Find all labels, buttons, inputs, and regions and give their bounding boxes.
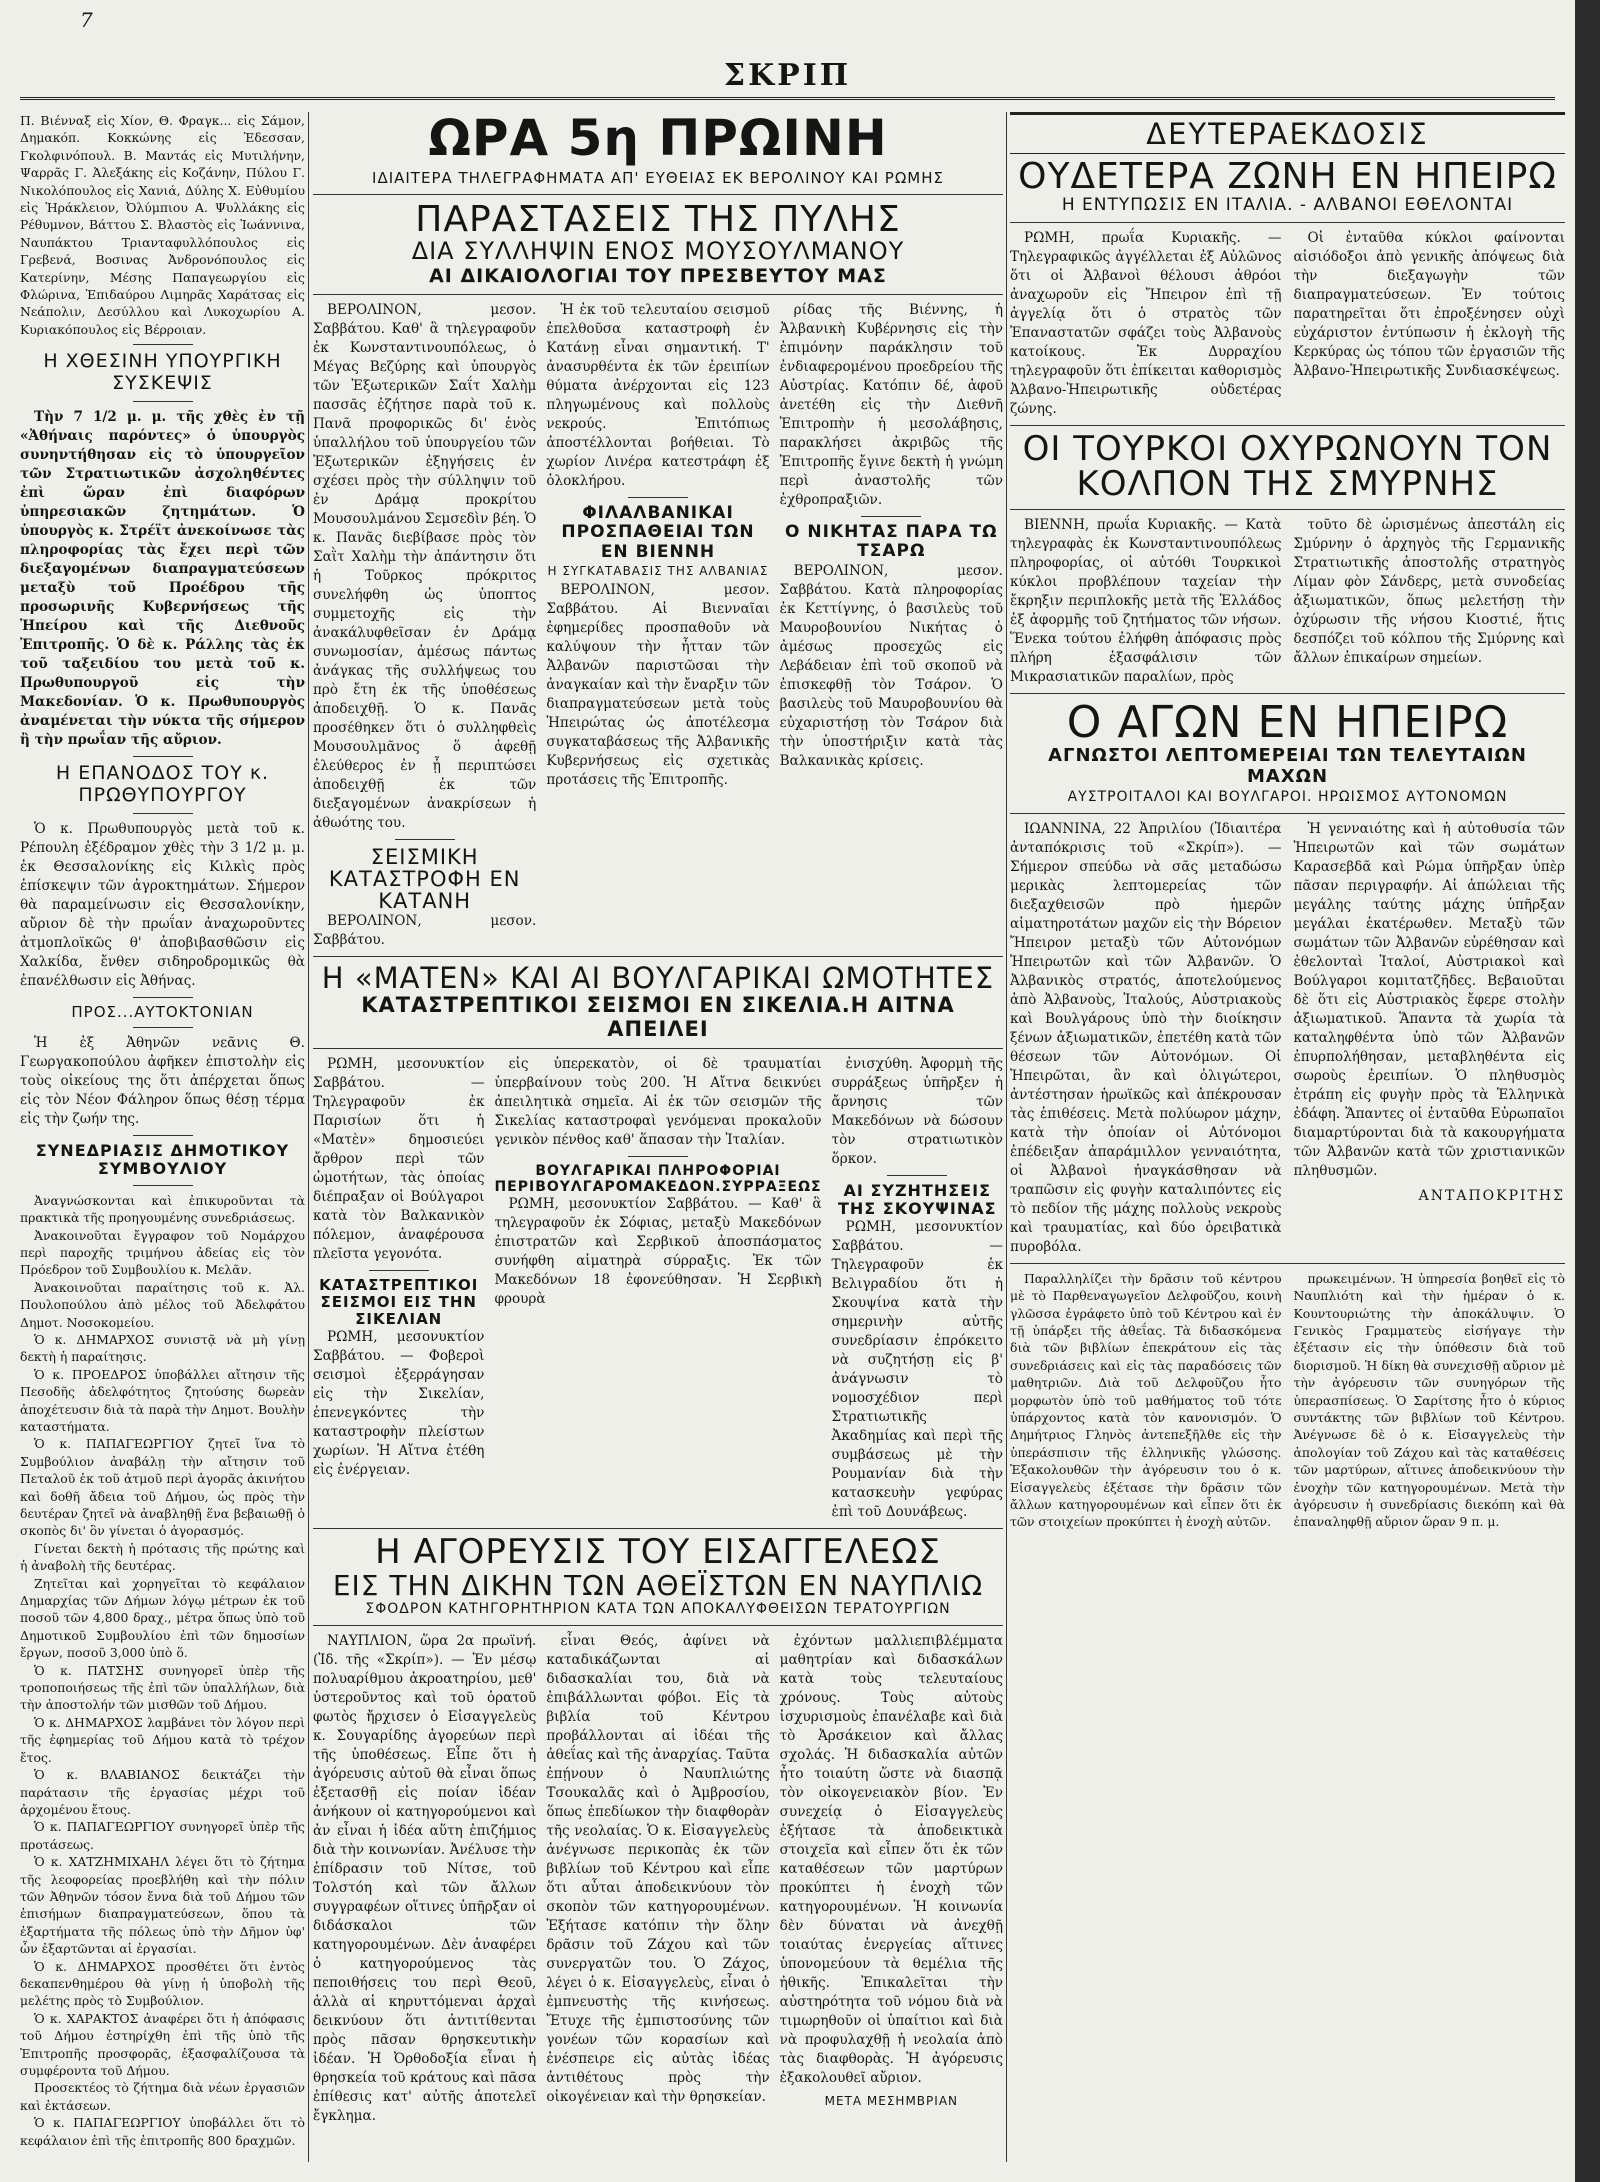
s4-paragraph: Γίνεται δεκτὴ ἡ πρότασις τῆς πρώτης καὶ ἡ ἀναβολὴ τῆς δευτέρας. [20, 1540, 305, 1574]
a1-col2: Ἡ ἐκ τοῦ τελευταίου σεισμοῦ ἐπελθοῦσα καταστροφὴ ἐν Κατάνῃ εἶναι σημαντική. Τ' ἀνασυρθέντα ἐκ τῶν ἐρειπίων θύματα ἀνέρχονται εἰς 123 πληγωμένους καὶ πολλοὺς νεκρούς. Ἐπιτόπιως ἀποστέλλονται βοήθειαι. Τὸ χωρίον Λινέρα κατεστράφη ἐξ ὁλοκλήρου. [546, 301, 770, 489]
divider [1010, 222, 1565, 223]
s4-paragraph: Ὁ κ. ΠΑΤΣΗΣ συνηγορεῖ ὑπὲρ τῆς τροποποιήσεως τῆς ἐπὶ τῶν ὑπαλλήλων, διὰ τὴν ἀποστολήν τῶν μισθῶν τοῦ Δήμου. [20, 1662, 305, 1713]
s1-title: Η ΧΘΕΣΙΝΗ ΥΠΟΥΡΓΙΚΗ ΣΥΣΚΕΨΙΣ [43, 350, 282, 395]
s4-paragraph: Ὁ κ. ΒΛΑΒΙΑΝΟΣ δεικτάζει τὴν παράτασιν τῆς ἐργασίας μέχρι τοῦ ἀρχομένου ἔτους. [20, 1767, 305, 1817]
s1-body: Τὴν 7 1/2 μ. μ. τῆς χθὲς ἐν τῇ «Ἀθήναις παρόντες» ὁ ὑπουργὸς συνηντήθησαν εἰς τὸ ὑπουργεῖον τῶν Στρατιωτικῶν ἀσχοληθέντες ἐπὶ ὥραν ἐπὶ διαφόρων ὑπηρεσιακῶν ζητημάτων. Ὁ ὑπουργὸς κ. Στρέϊτ ἀνεκοίνωσε τὰς πληροφορίας τὰς ἔχει περὶ τῶν διεξαγομένων διαπραγματεύσεων μεταξὺ τοῦ Προέδρου τῆς προσωρινῆς Κυβερνήσεως τῆς Ἠπείρου καὶ τῆς Διεθνοῦς Ἐπιτροπῆς. Ὁ δὲ κ. Ράλλης τὰς ἐκ τοῦ ταξειδίου του μετὰ τοῦ κ. Πρωθυπουργοῦ εἰς τὴν Μακεδονίαν. Ὁ κ. Πρωθυπουργὸς ἀναμένεται τὴν νύκτα τῆς σήμερον ἢ τὴν πρωΐαν τῆς αὔριον. [20, 408, 305, 748]
divider [133, 756, 193, 757]
s4-paragraph: Προσεκτέος τὸ ζήτημα διὰ νέων ἐργασιῶν καὶ ἐκτάσεων. [20, 2080, 305, 2113]
a3-col3: ἐχόντων μαλλιεπιβλέμματα μαθητρίαν καὶ διδασκάλων κατὰ τοὺς τελευταίους χρόνους. Τοὺς αὐτοὺς ἰσχυρισμοὺς ἐπανέλαβε καὶ διὰ τὸ Ἀρσάκειον καὶ ἄλλας σχολάς. Ἡ διδασκαλία αὐτῶν ἦτο τοιαύτη ὥστε νὰ διασπᾷ τὸν οἰκογενειακὸν βίον. Ἐν συνεχείᾳ ὁ Εἰσαγγελεὺς ἐξήτασε τὰ ἀποδεικτικὰ στοιχεῖα καὶ εἶπεν ὅτι ἐκ τῶν καταθέσεων τῶν μαρτύρων προκύπτει ἡ ἐνοχὴ τῶν κατηγορουμένων. Ἡ κοινωνία δὲν δύναται νὰ ἀνεχθῇ τοιαύτας ἐνεργείας αἵτινες ὑπονομεύουν τὰ θεμέλια τῆς ἠθικῆς. Ἐπικαλεῖται τὴν αὐστηρότητα τοῦ νόμου διὰ νὰ τιμωρηθοῦν οἱ ὑπαίτιοι καὶ διὰ νὰ προφυλαχθῇ ἡ νεολαία ἀπὸ τὰς διαφθορὰς. Ἡ ἀγόρευσις ἐξακολουθεῖ αὔριον. [779, 1633, 1003, 2087]
scan-edge [1575, 0, 1600, 2182]
a1-title: ΠΑΡΑΣΤΑΣΕΙΣ ΤΗΣ ΠΥΛΗΣ [415, 198, 901, 240]
divider [628, 497, 688, 498]
divider [313, 956, 1003, 957]
divider [313, 294, 1003, 295]
divider [133, 1135, 193, 1136]
a1-col2b-body: ΒΕΡΟΛΙΝΟΝ, μεσον. Σαββάτου. Αἱ Βιενναῖαι ἐφημερίδες προσπαθοῦν νὰ καλύψουν τὴν ἧτταν τῶν Ἀλβανῶν παριστῶσαι τὴν ἀναγκαίαν καὶ τὴν ἔναρξιν τῶν διαπραγματεύσεων μετὰ τοὺς Ἠπειρώτας ὡς ἀποτέλεσμα συγκαταβάσεως τῆς Ἀλβανικῆς Κυβερνήσεως εἰς σχετικὰς προτάσεις τῆς Ἐπιτροπῆς. [546, 582, 770, 789]
a3-col3-end: ΜΕΤΑ ΜΕΣΗΜΒΡΙΑΝ [824, 2094, 959, 2109]
divider [369, 1270, 429, 1271]
divider [133, 997, 193, 998]
divider [628, 1156, 688, 1157]
a1-col1: ΒΕΡΟΛΙΝΟΝ, μεσον. Σαββάτου. Καθ' ἃ τηλεγραφοῦν ἐκ Κωνσταντινουπόλεως, ὁ Μέγας Βεζύρης καὶ ὑπουργὸς τῶν Ἐξωτερικῶν Σαΐτ Χαλὴμ πασσᾶς ἐζήτησε παρὰ τοῦ κ. Πανᾶ προφορικῶς δι' ἑνὸς ὑπαλλήλου τοῦ ὑπουργείου τῶν Ἐξωτερικῶν ἐξηγήσεις ἐν σχέσει πρὸς τὴν σύλληψιν τοῦ ἐν Δράμᾳ προκρίτου Μουσουλμάνου Σεμσεδὶν βέη. Ὁ κ. Πανᾶς διεβίβασε πρὸς τὸν Σαῒτ Χαλὴμ τὴν ἀπάντησιν ὅτι ἡ Τοῦρκος πρόκριτος συνελήφθη ὡς ὑποπτος συμμετοχῆς εἰς τὴν ἀνακάλυφθεῖσαν ἐν Δράμᾳ συνωμοσίαν, ἀμέσως πάντως ἀνάγκας τῆς συλλήψεως του πρὸ ἔτη ἐκ τῆς ὑποθέσεως ἀποδειχθῇ. Ὁ κ. Πανᾶς προσέθηκεν ὅτι ὁ συλληφθεὶς Μουσουλμᾶνος ὅ ἀφεθῇ ἐλεύθερος ἐν ᾗ περιπτώσει ἀποδειχθῇ ἐκ τῶν διεξαγομένων ἀνακρίσεων ἡ ἀθωότης του. [313, 301, 537, 831]
a3-title: Η ΑΓΟΡΕΥΣΙΣ ΤΟΥ ΕΙΣΑΓΓΕΛΕΩΣ [375, 1532, 941, 1573]
r1-sub: Η ΕΝΤΥΠΩΣΙΣ ΕΝ ΙΤΑΛΙΑ. - ΑΛΒΑΝΟΙ ΕΘΕΛΟΝΤΑΙ [1061, 195, 1514, 216]
r3-sub2: ΑΥΣΤΡΟΙΤΑΛΟΙ ΚΑΙ ΒΟΥΛΓΑΡΟΙ. ΗΡΩΙΣΜΟΣ ΑΥΤΟΝΟΜΩΝ [1067, 788, 1508, 805]
s4-paragraph: Ὁ κ. ΠΑΠΑΓΕΩΡΓΙΟΥ ὑποβάλλει ὅτι τὸ κεφάλαιον ἐπὶ τῆς ἐπιτροπῆς 800 δραχμῶν. [20, 2115, 305, 2148]
s4-paragraph: Ὁ κ. ΠΡΟΕΔΡΟΣ ὑποβάλλει αἴτησιν τῆς Πεσοδῆς ἀδελφότητος ζητούσης δωρεὰν ἀποχέτευσιν διὰ τὰ παρὰ τὴν Δημοτ. Βουλὴν καταστήματα. [20, 1366, 305, 1434]
s2-body: Ὁ κ. Πρωθυπουργὸς μετὰ τοῦ κ. Ρέπουλη ἐξέδραμον χθὲς τὴν 3 1/2 μ. μ. ἐκ Θεσσαλονίκης εἰς Κιλκὶς πρὸς ἐπίσκεψιν τῶν ἀγροκτημάτων. Σήμερον θὰ παραμείνωσιν εἰς Θεσσαλονίκην, αὔριον δὲ τὴν πρωΐαν ἀναχωροῦντες ἀτμοπλοϊκῶς θ' ἀποβιβασθῶσιν εἰς Χαλκίδα, ἔνθεν σιδηροδρομικῶς θὰ ἐπανέλθωσιν εἰς Ἀθήνας. [20, 820, 305, 989]
divider [313, 1048, 1003, 1049]
masthead-rule [20, 97, 1555, 100]
s3-body: Ἡ ἐξ Ἀθηνῶν νεᾶνις Θ. Γεωργακοπούλου ἀφῆκεν ἐπιστολὴν εἰς τοὺς οἰκείους της ὅτι ἀπέρχεται ὅπως εἰς τὸν Νέον Φάληρον ὅπως θέσῃ τέρμα εἰς τὴν ζωήν της. [20, 1034, 305, 1127]
s4-paragraph: Ὁ κ. ΔΗΜΑΡΧΟΣ συνιστᾷ νὰ μὴ γίνῃ δεκτὴ ἡ παραίτησις. [20, 1331, 305, 1365]
a2-title: Η «ΜΑΤΕΝ» ΚΑΙ ΑΙ ΒΟΥΛΓΑΡΙΚΑΙ ΩΜΟΤΗΤΕΣ [321, 960, 995, 995]
s4-paragraph: Ὁ κ. ΔΗΜΑΡΧΟΣ λαμβάνει τὸν λόγον περὶ τῆς ἐφημερίας τοῦ Δήμου κατὰ τὸ τρέχον ἔτος. [20, 1714, 305, 1765]
r1-col2: Οἱ ἐνταῦθα κύκλοι φαίνονται αἰσιόδοξοι ἀπὸ γενικῆς ἀπόψεως διὰ τὴν διεξαγωγὴν τῶν διαπραγματεύσεων. Ἐν τούτοις παρατηρεῖται ὅτι ἐπροξένησεν οὐχὶ εὐχάριστον ἐντύπωσιν ἡ ἐκλογὴ τῆς Κερκύρας ὡς τόπου τῶν ἐργασιῶν τῆς Ἀλβανο-Ἠπειρωτικῆς Συνδιασκέψεως. [1293, 229, 1565, 379]
a1-columns [313, 301, 1003, 950]
right-headline: ΔΕΥΤΕΡΑΕΚΔΟΣΙΣ [1010, 112, 1565, 154]
column-rule [1006, 112, 1007, 2162]
r2-columns [1010, 516, 1565, 687]
r1-title: ΟΥΔΕΤΕΡΑ ΖΩΝΗ ΕΝ ΗΠΕΙΡΩ [1018, 156, 1557, 198]
left-intro: Π. Βιένναξ εἰς Χίον, Θ. Φραγκ... εἰς Σάμον, Δημακόπ. Κοκκώνης εἰς Ἐδεσσαν, Γκολφινόπουλ. Β. Μαντάς εἰς Μυτιλήνην, Ψαρρᾶς Γ. Ἀλεξάκης εἰς Κοζάνην, Πύλου Γ. Νικολόπουλος εἰς Χανιά, Δύλης Χ. Εὐθυμίου εἰς Ἡράκλειον, Ὀλύμπιου Α. Ψυλλάκης εἰς Ρέθυμνον, Βάττου Σ. Βλαστὸς εἰς Ἰωάννινα, Ναυπάκτου Τριανταφυλλόπουλος εἰς Γρεβενά, Βοσινας Ἀνδρονόπουλος εἰς Κατερίνην, Μέσης Παπαγεωργίου εἰς Φλώρινα, Ἐπιδαύρου Λιμηρᾶς Χαράτσας εἰς Νεάπολιν, Δεσύλλου καὶ Λυκοχωρίου Α. Κυριακόπουλος εἰς Βέρροιαν. [20, 113, 305, 337]
page-number: 7 [80, 8, 93, 32]
right-column [1010, 112, 1565, 2162]
r3-col1: ΙΩΑΝΝΙΝΑ, 22 Ἀπριλίου (Ἰδιαιτέρα ἀνταπόκρισις τοῦ «Σκρίπ»). — Σήμερον σπεύδω νὰ σᾶς μεταδώσω μερικὰς λεπτομερείας τῶν διεξαχθεισῶν πρὸ ἡμερῶν αἱματηροτάτων μαχῶν εἰς τὴν Βόρειον Ἤπειρον μεταξὺ τῶν Αὐτονόμων Ἠπειρωτῶν καὶ τῶν Ἀλβανῶν. Ὁ Ἀλβανικὸς στρατός, ἀποτελούμενος ἀπὸ Ἀλβανοὺς, Ἰταλούς, Αὐστριακοὺς καὶ Βουλγάρους ὑπὸ τὴν διοίκησιν ξένων ἀξιωματικῶν, ἐπετέθη κατὰ τῶν θέσεων τῶν Αὐτονόμων. Οἱ Ἠπειρῶται, ἂν καὶ ὀλιγώτεροι, ἀντέστησαν ἡρωϊκῶς καὶ ἀπέκρουσαν τὰς ἐπιθέσεις. Μετὰ πολύωρον μάχην, κατὰ τὴν ὁποίαν οἱ Αὐτόνομοι ἐπέδειξαν ἀπαράμιλλον γενναιότητα, οἱ Ἀλβανοὶ ἠναγκάσθησαν νὰ τραπῶσιν εἰς φυγὴν καταλιπόντες εἰς τὸ πεδίον τῆς μάχης πολλοὺς νεκροὺς καὶ τραυματίας, καὶ δύο ὀρειβατικὰ πυροβόλα. [1010, 820, 1282, 1255]
r3-col2: Ἡ γενναιότης καὶ ἡ αὐτοθυσία τῶν Ἠπειρωτῶν καὶ τῶν σωμάτων Καρασεβδᾶ καὶ Ρώμα ὑπῆρξαν ὑπὲρ πᾶσαν περιγραφήν. Αἱ ἀπώλειαι τῆς μεγάλης ταύτης μάχης ὑπῆρξαν μεγάλαι ἑκατέρωθεν. Μεταξὺ τῶν σωμάτων τῶν Ἀλβανῶν εὑρέθησαν καὶ ἐθελονταὶ Ἰταλοί, Αὐστριακοὶ καὶ Βούλγαροι κομιτατζῆδες. Βεβαιοῦται δὲ ὅτι εἰς Αὐστριακὸς ἔφερε στολὴν ἀξιωματικοῦ. Ἅπαντα τὰ χωρία τὰ καταληφθέντα ὑπὸ τῶν Ἀλβανῶν ἐπυρπολήθησαν, μεταβληθέντα εἰς σωροὺς ἐρειπίων. Ὁ πληθυσμὸς ἐτράπη εἰς φυγὴν πρὸς τὰ Ἑλληνικὰ ἐδάφη. Ἅπαντες οἱ ἐνταῦθα Εὐρωπαῖοι διαμαρτύρονται διὰ τὰ κακουργήματα τῶν Ἀλβανῶν κατὰ τῶν χριστιανικῶν πληθυσμῶν. [1293, 820, 1565, 1179]
a1-col2b-sub: Η ΣΥΓΚΑΤΑΒΑΣΙΣ ΤΗΣ ΑΛΒΑΝΙΑΣ [547, 564, 769, 579]
masthead [0, 58, 1575, 106]
a3-sub2: ΣΦΟΔΡΟΝ ΚΑΤΗΓΟΡΗΤΗΡΙΟΝ ΚΑΤΑ ΤΩΝ ΑΠΟΚΑΛΥΦΘΕΙΣΩΝ ΤΕΡΑΤΟΥΡΓΙΩΝ [365, 1601, 951, 1618]
r2-col2: τοῦτο δὲ ὡρισμένως ἀπεστάλη εἰς Σμύρνην ὁ ἀρχηγὸς τῆς Γερμανικῆς Στρατιωτικῆς ἀποστολῆς στρατηγὸς Λίμαν φὸν Σάνδερς, μετὰ συνοδείας ἀξιωματικῶν, ὅπως μελετήσῃ τὴν ὀχύρωσιν τῆς νήσου Κιοστιέ, ἥτις δεσπόζει τοῦ κόλπου τῆς Σμύρνης καὶ ἄλλων ἐπικαίρων σημείων. [1293, 517, 1565, 667]
divider [1010, 425, 1565, 426]
a1-col2b-title: ΦΙΛΑΛΒΑΝΙΚΑΙ ΠΡΟΣΠΑΘΕΙΑΙ ΤΩΝ ΕΝ ΒΙΕΝΝΗ [561, 502, 755, 562]
s4-paragraph: Ζητεῖται καὶ χορηγεῖται τὸ κεφάλαιον Δημαρχίας τῶν Δήμων λόγῳ μέτρων ἐκ τοῦ ποσοῦ τῶν 4,800 δραχ., μέτρα ὅπως ὑπὸ τοῦ Δημοτικοῦ Συμβουλίου ἐπὶ τῶν δημοσίων ἔργων, ποσοῦ 3,000 ὑπὸ ὅ. [20, 1575, 305, 1661]
r4-col1: Παραλληλίζει τὴν δρᾶσιν τοῦ κέντρου μὲ τὸ Παρθεναγωγεῖον Δελφοῦζου, κοινὴ γλῶσσα ἐγράφετο ὑπὸ τοῦ Κέντρου καὶ ἐν τῇ ὑπάρξει τῆς ἀθεΐας. Τὰ διδασκόμενα διὰ τῶν βιβλίων ἐπεκράτουν εἰς τὰς συνεδριάσεις καὶ εἰς τὰς παραδόσεις τῶν μαθητριῶν. Διὰ τοῦ Δελφοῦζου ἦτο μορφωτὸν ὑπὸ τοῦ μαθήματος τοῦ τότε ὑπάρχοντος κατὰ τὸν κανονισμόν. Ὁ Δημήτριος Γληνὸς ἀντεπεξῆλθε εἰς τὴν ὑπεράσπισιν τῆς ἑλληνικῆς γλώσσης. Ἐξακολουθῶν τὴν ἀγόρευσιν του ὁ κ. Εἰσαγγελεὺς ἐξέτασε τὴν δρᾶσιν τῶν ἄλλων κατηγορουμένων καὶ εἶπεν ὅτι ἐκ τῶν στοιχείων προκύπτει ἡ ἐνοχὴ αὐτῶν. [1010, 1270, 1282, 1530]
s4-title: ΣΥΝΕΔΡΙΑΣΙΣ ΔΗΜΟΤΙΚΟΥ ΣΥΜΒΟΥΛΙΟΥ [35, 1140, 290, 1179]
divider [313, 194, 1003, 195]
s4-paragraph: Ἀνακοινοῦται ἔγγραφον τοῦ Νομάρχου περὶ παροχῆς τριμήνου ἀδείας εἰς τὸν Πρόεδρον τοῦ Συμβουλίου κ. Μελᾶν. [20, 1227, 305, 1278]
a1-quake-body: ΒΕΡΟΛΙΝΟΝ, μεσον. Σαββάτου. [313, 912, 537, 948]
center-headline: ΩΡΑ 5η ΠΡΩΙΝΗ [428, 112, 888, 167]
a1-quake-title: ΣΕΙΣΜΙΚΗ ΚΑΤΑΣΤΡΟΦΗ ΕΝ ΚΑΤΑΝΗ [328, 844, 521, 913]
masthead-title: ΣΚΡΙΠ [723, 58, 852, 93]
divider [861, 516, 921, 517]
divider [313, 1625, 1003, 1626]
a1-sub2: ΑΙ ΔΙΚΑΙΟΛΟΓΙΑΙ ΤΟΥ ΠΡΕΣΒΕΥΤΟΥ ΜΑΣ [429, 264, 887, 287]
a3-col2: εἶναι Θεός, ἀφίνει νὰ καταδικάζωνται αἱ διδασκαλίαι του, διὰ νὰ ἐπιβάλλωνται φόβοι. Εἰς τὰ βιβλία τοῦ Κέντρου προβάλλονται αἱ ἰδέαι τῆς ἀθεΐας καὶ τῆς ἀναρχίας. Ταῦτα ἐπῄνουν ὁ Ναυπλιώτης Τσουκαλᾶς καὶ ὁ Ἀμβροσίου, ὅπως ἐπεδίωκον τὴν διαφθορὰν τῆς νεολαίας. Ὁ κ. Εἰσαγγελεὺς ἀνέγνωσε περικοπὰς ἐκ τῶν βιβλίων τοῦ Κέντρου καὶ εἶπε ὅτι αὗται ἀποδεικνύουν τὸν σκοπὸν τῶν κατηγορουμένων. Ἐξήτασε κατόπιν τὴν ὅλην δρᾶσιν τοῦ Ζάχου καὶ τῶν συνεργατῶν του. Ὁ Ζάχος, λέγει ὁ κ. Εἰσαγγελεὺς, εἶναι ὁ ἐμπνευστὴς τῆς κινήσεως. Ἔτυχε τῆς ἐμπιστοσύνης τῶν γονέων τῶν κορασίων καὶ ἐνέσπειρε εἰς αὐτὰς ἰδέας ἀντιθέτους πρὸς τὴν οἰκογένειαν καὶ τὴν θρησκείαν. [546, 1633, 770, 2106]
center-column [313, 112, 1003, 2162]
s4-paragraph: Ὁ κ. ΔΗΜΑΡΧΟΣ προσθέτει ὅτι ἐντὸς δεκαπενθημέρου θὰ γίνῃ ἡ ὑποβολὴ τῆς μελέτης πρὸς τὸ Συμβούλιον. [20, 1958, 305, 2009]
s4-paragraph: Ἀνακοινοῦται παραίτησις τοῦ κ. Ἀλ. Πουλοπούλου ἀπὸ μέλος τοῦ Ἀδελφάτου Δημοτ. Νοσοκομείου. [20, 1279, 305, 1330]
a1-sub1: ΔΙΑ ΣΥΛΛΗΨΙΝ ΕΝΟΣ ΜΟΥΣΟΥΛΜΑΝΟΥ [411, 237, 905, 266]
divider [133, 1027, 193, 1028]
r3-columns [1010, 820, 1565, 1257]
a2-col1b-body: ΡΩΜΗ, μεσονυκτίον Σαββάτου. — Φοβεροὶ σεισμοὶ ἐξερράγησαν εἰς τὴν Σικελίαν, ἐπενεγκόντες τὴν καταστροφὴν πλείστων χωρίων. Ἡ Αἴτνα ἐτέθη εἰς ἐνέργειαν. [313, 1329, 485, 1479]
s4-paragraph: Ὁ κ. ΠΑΠΑΓΕΩΡΓΙΟΥ συνηγορεῖ ὑπὲρ τῆς προτάσεως. [20, 1819, 305, 1852]
divider [1010, 693, 1565, 694]
a1-col3b-title: Ο ΝΙΚΗΤΑΣ ΠΑΡΑ ΤΩ ΤΣΑΡΩ [785, 521, 998, 562]
a2-col3: ἐνισχύθη. Ἀφορμὴ τῆς συρράξεως ὑπῆρξεν ἡ ἄρνησις τῶν Μακεδόνων νὰ δώσουν τὸν στρατιωτικὸν ὅρκον. [831, 1055, 1003, 1167]
divider [133, 813, 193, 814]
a2-col2b-body: ΡΩΜΗ, μεσονυκτίον Σαββάτου. — Καθ' ἃ τηλεγραφοῦν ἐκ Σόφιας, μεταξὺ Μακεδόνων ἐπιστρατῶν καὶ Σερβικοῦ ἀποσπάσματος συνήφθη αἱματηρὰ σύρραξις. Ἐκ τῶν Μακεδόνων 18 ἐφονεύθησαν. Ἡ Σερβικὴ φρουρὰ [494, 1195, 822, 1307]
center-headline-sub: ΙΔΙΑΙΤΕΡΑ ΤΗΛΕΓΡΑΦΗΜΑΤΑ ΑΠ' ΕΥΘΕΙΑΣ ΕΚ ΒΕΡΟΛΙΝΟΥ ΚΑΙ ΡΩΜΗΣ [372, 168, 944, 187]
a2-col1: ΡΩΜΗ, μεσονυκτίον Σαββάτου. — Τηλεγραφοῦν ἐκ Παρισίων ὅτι ἡ «Ματὲν» δημοσιεύει ἄρθρον περὶ τῶν ὠμοτήτων, τὰς ὁποίας διέπραξαν οἱ Βούλγαροι κατὰ τὸν Βαλκανικὸν πόλεμον, ἀναφέρουσα πλεῖστα γεγονότα. [313, 1055, 485, 1262]
s4-paragraph: Ὁ κ. ΧΑΡΑΚΤΟΣ ἀναφέρει ὅτι ἡ ἀπόφασις τοῦ Δήμου ἐστηρίχθη ἐπὶ τῆς ὑπὸ τῆς Ἐπιτροπῆς προσφορᾶς, ἐξασφαλίζουσα τὰ συμφέροντα τοῦ Δήμου. [20, 2010, 305, 2078]
divider [1010, 813, 1565, 814]
r3-title: Ο ΑΓΩΝ ΕΝ ΗΠΕΙΡΩ [1066, 697, 1509, 749]
divider [133, 344, 193, 345]
divider [887, 1175, 947, 1176]
a2-col1b-title: ΚΑΤΑΣΤΡΕΠΤΙΚΟΙ ΣΕΙΣΜΟΙ ΕΙΣ ΤΗΝ ΣΙΚΕΛΙΑΝ [319, 1275, 479, 1329]
s4-body [20, 1192, 305, 2149]
divider [133, 1185, 193, 1186]
divider [133, 401, 193, 402]
a2-columns [313, 1055, 1003, 1523]
r3-sub1: ΑΓΝΩΣΤΟΙ ΛΕΠΤΟΜΕΡΕΙΑΙ ΤΩΝ ΤΕΛΕΥΤΑΙΩΝ ΜΑΧΩΝ [1048, 745, 1527, 788]
s4-paragraph: Ὁ κ. ΠΑΠΑΓΕΩΡΓΙΟΥ ζητεῖ ἵνα τὸ Συμβούλιον ἀναβάλῃ τὴν αἴτησιν τοῦ Πεταλοῦ ἐκ τοῦ ἀτμοῦ περὶ ἀγορᾶς ἀκινήτου καὶ δοθῆ ἄδεια τοῦ Δήμου, ὡς πρὸς τὴν δευτέραν ζητεῖ νὰ ἀναβληθῇ ἕνα βεβαιωθῇ ὁ σκοπὸς δι' ὃν γίνεται ὁ ἀγορασμός. [20, 1436, 305, 1539]
s4-paragraph: Ὁ κ. ΧΑΤΖΗΜΙΧΑΗΛ λέγει ὅτι τὸ ζήτημα τῆς λεοφορείας προεβλήθη καὶ τὴν πόλιν τῶν Ἀθηνῶν τόσον ἔννα διὰ τοῦ Δήμου τῶν ἐπισήμων διαπραγματεύσεων, ὅπου τὰ ἐξαρτήματα τῆς πόλεως ὑπὸ τὴν Δῆμον ὑφ' ὧν ἐξαρτῶνται αἱ ἐργασίαι. [20, 1854, 305, 1957]
r4-columns [1010, 1270, 1565, 1531]
s3-title: ΠΡΟΣ...ΑΥΤΟΚΤΟΝΙΑΝ [71, 1002, 254, 1021]
a1-col3: ρίδας τῆς Βιέννης, ἡ Ἀλβανικὴ Κυβέρνησις εἰς τὴν ἐπιμόνην παράκλησιν τοῦ ἐνδιαφερομένου προεδρείου τῆς Αὐστρίας. Κατόπιν δέ, ἀφοῦ ἀνετέθη εἰς τὴν Διεθνῆ Ἐπιτροπὴν ἡ μεσολάβησις, παρακλήσει ἀκριβῶς τῆς Ἐπιτροπῆς ἔγινε δεκτὴ ἡ γνώμη περὶ ἀναστολῆς τῶν ἐχθροπραξιῶν. [779, 301, 1003, 508]
s2-title: Η ΕΠΑΝΟΔΟΣ ΤΟΥ κ. ΠΡΩΘΥΠΟΥΡΓΟΥ [55, 761, 270, 806]
column-rule [308, 112, 309, 2162]
r1-columns [1010, 229, 1565, 419]
divider [1010, 509, 1565, 510]
a3-col1: ΝΑΥΠΛΙΟΝ, ὥρα 2α πρωϊνή. (Ἰδ. τῆς «Σκρίπ»). — Ἐν μέσῳ πολυαρίθμου ἀκροατηρίου, μεθ' ὑστεροῦντος καὶ τοῦ ὁρατοῦ φωτὸς ἤρχισεν ὁ Εἰσαγγελεὺς κ. Σουγαρίδης ἀγορεύων περὶ τῆς ὑποθέσεως. Εἶπε ὅτι ἡ ἀγόρευσις αὐτοῦ θὰ εἶναι ὅπως ἐξετασθῇ εἰς ποίαν ἰδέαν ἀνήκουν οἱ κατηγορούμενοι καὶ ἀν εἶναι ἡ ἰδέα αὕτη ἐπιζήμιος διὰ τὴν κοινωνίαν. Ἀνέλυσε τὴν ἐπίδρασιν τοῦ Νίτσε, τοῦ Τολστόη καὶ τῶν ἄλλων συγγραφέων οἵτινες ὑπῆρξαν οἱ διδάσκαλοι τῶν κατηγορουμένων. Δὲν ἀναφέρει ὁ κατηγορούμενος τὰς πεποιθήσεις του περὶ Θεοῦ, ἀλλὰ αἱ κηρυττόμεναι ἀρχαὶ δεικνύουν ὅτι ἀντιτίθενται πρὸς πᾶσαν θρησκευτικὴν ἰδέαν. Ἡ Ὀρθοδοξία εἶναι ἡ θρησκεία τοῦ κράτους καὶ πᾶσα ἐπίθεσις κατ' αὐτῆς ἀποτελεῖ ἔγκλημα. [313, 1633, 537, 2125]
a2-col3b-title: ΑΙ ΣΥΖΗΤΗΣΕΙΣ ΤΗΣ ΣΚΟΥΨΙΝΑΣ [837, 1180, 997, 1218]
divider [395, 839, 455, 840]
a3-columns [313, 1632, 1003, 2126]
divider [313, 1528, 1003, 1529]
a3-sub1: ΕΙΣ ΤΗΝ ΔΙΚΗΝ ΤΩΝ ΑΘΕΪΣΤΩΝ ΕΝ ΝΑΥΠΛΙΩ [332, 1569, 984, 1603]
r4-col2: πρωκειμένων. Ἡ ὑπηρεσία βοηθεῖ εἰς τὸ Ναυπλιότη καὶ τὴν ἡμέραν ὁ κ. Κουντουριώτης τὴν ἀποκάλυψιν. Ὁ Γενικὸς Γραμματεὺς εἰσήγαγε τὴν ἐξέτασιν εἰς τὴν ὑπόθεσιν διὰ τοῦ διορισμοῦ. Ἡ δίκη θὰ συνεχισθῇ αὔριον μὲ τὴν ἀγόρευσιν τῶν συνηγόρων τῆς ὑπερασπίσεως. Ὁ Σαρίτσης ἦτο ὁ κύριος συντάκτης τῶν βιβλίων τοῦ Κέντρου. Ἀνέγνωσε δὲ ὁ κ. Εἰσαγγελεὺς τὴν ἀπολογίαν τοῦ Ζάχου καὶ τὰς καταθέσεις τῶν μαρτύρων, αἵτινες ἀποδεικνύουν τὴν ἐνοχὴν τῶν κατηγορουμένων. Μετὰ τὴν ἀγόρευσιν ἡ συνεδρίασις διεκόπη καὶ θὰ ἐπαναληφθῇ αὔριον ὥραν 9 π. μ. [1293, 1270, 1565, 1530]
divider [1010, 1263, 1565, 1264]
r1-col1: ΡΩΜΗ, πρωΐα Κυριακῆς. — Τηλεγραφικῶς ἀγγέλλεται ἐξ Αὐλῶνος ὅτι οἱ Ἀλβανοὶ θέλουσι ἀθρόοι ἀναχωροῦν εἰς Ἤπειρον ἐπὶ τῇ ἀγγελίᾳ ὅτι ὁ στρατὸς τῶν Ἐπαναστατῶν σφάζει τοὺς Ἀλβανοὺς κατοίκους. Ἐκ Δυρραχίου τηλεγραφοῦν ὅτι ἐπίκειται καθορισμὸς Ἀλβανο-Ἠπειρωτικῆς οὐδετέρας ζώνης. [1010, 229, 1282, 417]
a2-col2: εἰς ὑπερεκατὸν, οἱ δὲ τραυματίαι ὑπερβαίνουν τοὺς 200. Ἡ Αἴτνα δεικνύει ἀπειλητικὰ σημεῖα. Αἱ ἐκ τῶν σεισμῶν τῆς Σικελίας καταστροφαὶ γενόμεναι προκαλοῦν γενικὸν πένθος καθ' ἅπασαν τὴν Ἰταλίαν. [494, 1055, 822, 1148]
r2-col1: ΒΙΕΝΝΗ, πρωΐα Κυριακῆς. — Κατὰ τηλεγραφὰς ἐκ Κωνσταντινουπόλεως πληροφορίας, οἱ αὐτόθι Τουρκικοὶ κύκλοι προβλέπουν ταχείαν τὴν ἔκρηξιν περιπλοκῆς μετὰ τῆς Ἑλλάδος ἐξ ἀφορμῆς τοῦ ζητήματος τῶν νήσων. Ἕνεκα τούτου ἐλήφθη ἀπόφασις πρὸς πλήρη ἐξασφάλισιν τῶν Μικρασιατικῶν παραλίων, πρὸς [1010, 517, 1282, 686]
r2-title: ΟΙ ΤΟΥΡΚΟΙ ΟΧΥΡΩΝΟΥΝ ΤΟΝ ΚΟΛΠΟΝ ΤΗΣ ΣΜΥΡΝΗΣ [1022, 428, 1553, 505]
left-column [20, 112, 305, 2162]
a2-col3b-body: ΡΩΜΗ, μεσονυκτίον Σαββάτου. — Τηλεγραφοῦν ἐκ Βελιγραδίου ὅτι ἡ Σκουψίνα κατὰ τὴν σημερινὴν αὐτῆς συνεδρίασιν ἐπρόκειτο νὰ συζητήσῃ εἰς β' ἀνάγνωσιν τὸ νομοσχέδιον περὶ Στρατιωτικῆς Ἀκαδημίας καὶ περὶ τῆς συμβάσεως μὲ τὴν Ρουμανίαν διὰ τὴν κατασκευὴν γεφύρας ἐπὶ τοῦ Δουνάβεως. [831, 1219, 1003, 1521]
a1-col3b-body: ΒΕΡΟΛΙΝΟΝ, μεσον. Σαββάτου. Κατὰ πληροφορίας ἐκ Κεττίγνης, ὁ βασιλεὺς τοῦ Μαυροβουνίου Νικήτας ὁ ἀμέσως προσεχῶς εἰς Λεβάδειαν ἐπὶ τοῦ σκοποῦ νὰ ἐπισκεφθῇ τὸν Τσάρον. Ὁ βασιλεὺς τοῦ Μαυροβουνίου θὰ εὐχαριστήσῃ τὸν Τσάρον διὰ τὴν ὑποστήριξιν κατὰ τὰς Βαλκανικὰς κρίσεις. [779, 562, 1003, 769]
s4-paragraph: Ἀναγνώσκονται καὶ ἐπικυροῦνται τὰ πρακτικὰ τῆς προηγουμένης συνεδριάσεως. [20, 1192, 305, 1226]
a2-col2b-title: ΒΟΥΛΓΑΡΙΚΑΙ ΠΛΗΡΟΦΟΡΙΑΙ ΠΕΡΙΒΟΥΛΓΑΡΟΜΑΚΕΔΟΝ.ΣΥΡΡΑΞΕΩΣ [494, 1162, 822, 1195]
a2-sub: ΚΑΤΑΣΤΡΕΠΤΙΚΟΙ ΣΕΙΣΜΟΙ ΕΝ ΣΙΚΕΛΙΑ.Η ΑΙΤΝΑ ΑΠΕΙΛΕΙ [361, 993, 955, 1042]
r3-signature: ΑΝΤΑΠΟΚΡΙΤΗΣ [1418, 1187, 1565, 1204]
